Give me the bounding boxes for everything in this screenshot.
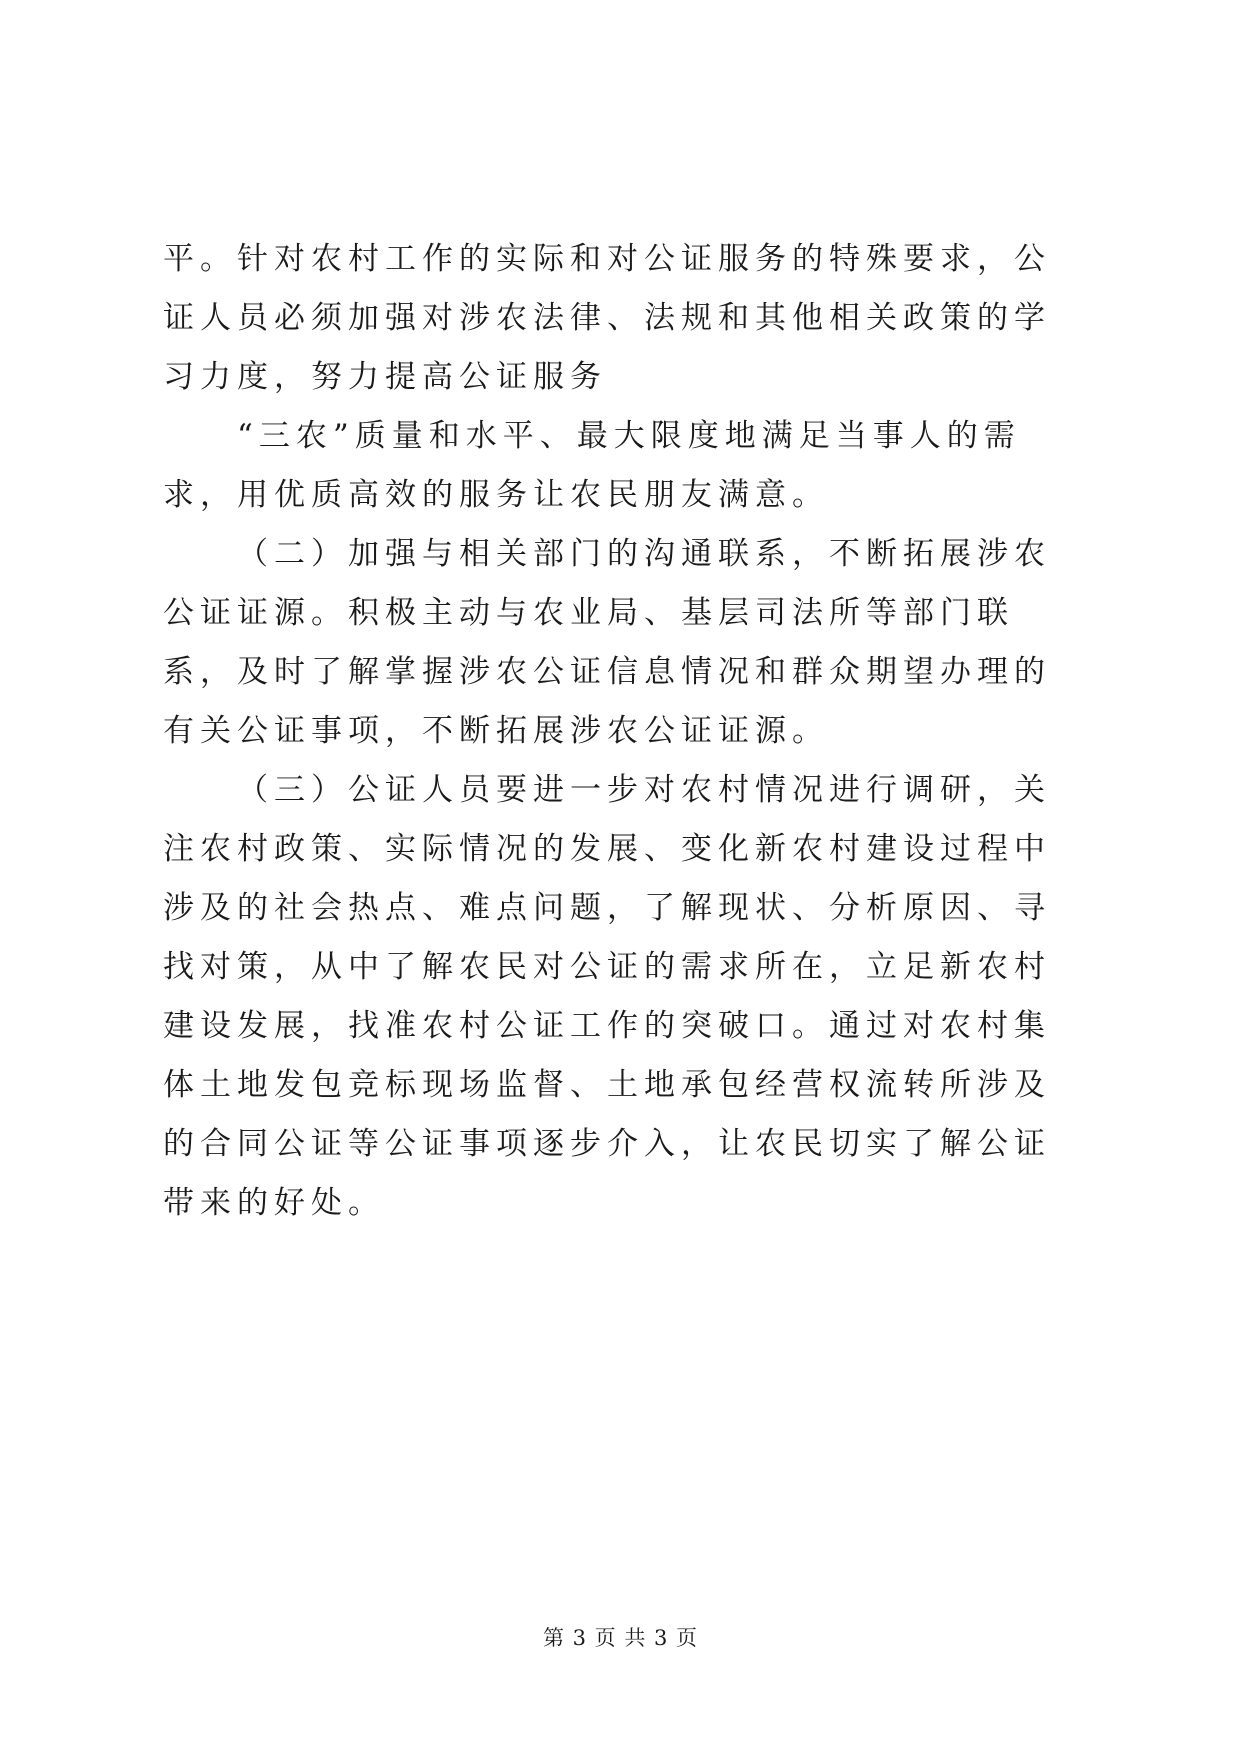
paragraph-section-three: （三）公证人员要进一步对农村情况进行调研，关注农村政策、实际情况的发展、变化新农村建设过程中涉及的社会热点、难点问题，了解现状、分析原因、寻找对策，从中了解农民对公证的需求所在，立足新农村建设发展，找准农村公证工作的突破口。通过对农村集体土地发包竞标现场监督、土地承包经营权流转所涉及的合同公证等公证事项逐步介入，让农民切实了解公证带来的好处。: [163, 772, 1051, 1221]
page-footer: 第 3 页 共 3 页: [542, 1626, 699, 1650]
paragraph-san-nong: “三农”质量和水平、最大限度地满足当事人的需求，用优质高效的服务让农民朋友满意。: [163, 418, 1021, 513]
paragraph-section-two: （二）加强与相关部门的沟通联系，不断拓展涉农公证证源。积极主动与农业局、基层司法所等部门联系，及时了解掌握涉农公证信息情况和群众期望办理的有关公证事项，不断拓展涉农公证证源。: [163, 536, 1051, 749]
document-body: [163, 230, 1083, 1233]
paragraph-continuation: 平。针对农村工作的实际和对公证服务的特殊要求，公证人员必须加强对涉农法律、法规和其他相关政策的学习力度，努力提高公证服务: [163, 241, 1051, 395]
